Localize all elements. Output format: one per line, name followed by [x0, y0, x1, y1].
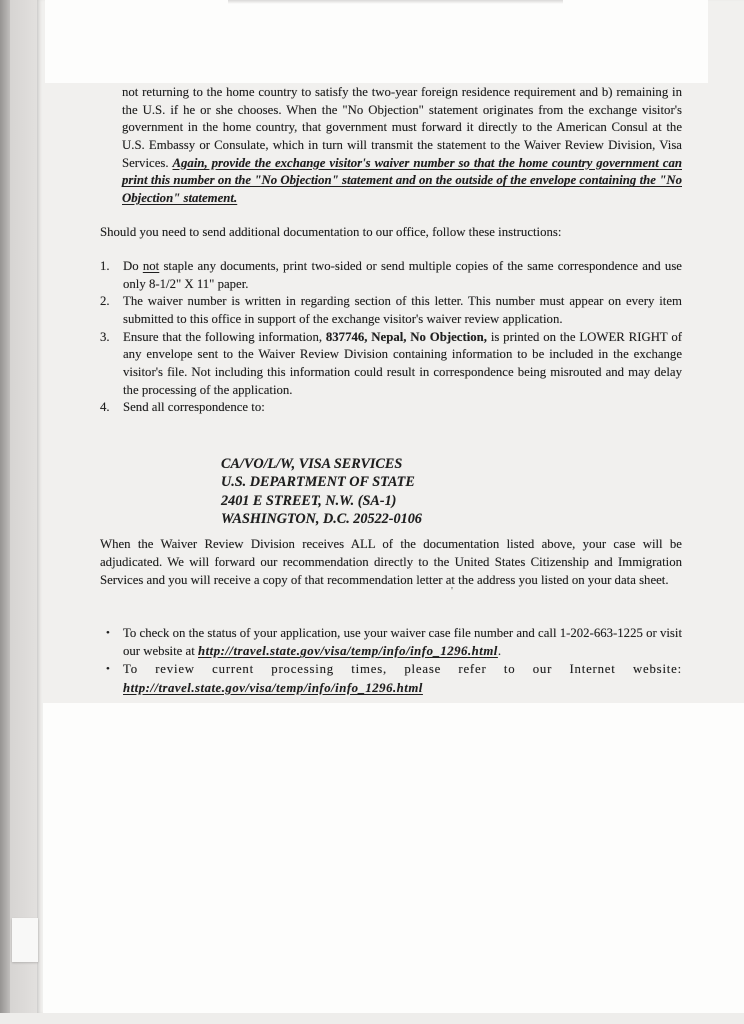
continuation-paragraph-text: not returning to the home country to satisfy the two-year foreign residence requirement and b) remaining in the U.S. if he or she chooses. When the "No Objection" statement originates from the exchange visitor's government in the home country, that government must forward it directly to the American Consul at the U.S. Embassy or Consulate, which in turn will transmit the statement to the Waiver Review Division, Visa Services. [122, 85, 682, 170]
top-cover-sheet [45, 0, 708, 83]
scan-tick-artifact: ' [451, 585, 453, 597]
address-line-department: U.S. DEPARTMENT OF STATE [221, 474, 415, 491]
underlined-word-not: not [142, 259, 160, 273]
mailing-address-block [221, 455, 422, 528]
bullet-text: . [497, 644, 502, 659]
bullet-icon: • [106, 627, 110, 639]
bullet-text: To check on the status of your application, use your waiver case file number and call 1-202-663-1225 or visit our website at [123, 626, 682, 659]
emphasized-waiver-instruction: Again, provide the exchange visitor's waiver number so that the home country government can print this number on the "No Objection" statement and on the outside of the envelope containing the "No Objection" statement. [122, 155, 682, 205]
instruction-text: Send all correspondence to: [123, 400, 265, 415]
status-bullet-list [100, 624, 682, 697]
instruction-item-1 [100, 258, 682, 293]
bullet-icon: • [106, 663, 110, 676]
scanner-edge-inner-strip [10, 0, 37, 1013]
numbered-instructions-list [100, 258, 682, 417]
instruction-text: Do [123, 259, 143, 273]
instruction-text: The waiver number is written in regarding section of this letter. This number must appear on every item submitted to this office in support of the exchange visitor's waiver review application. [123, 294, 682, 326]
scan-smudge-artifact [228, 0, 563, 4]
instruction-item-4 [100, 399, 682, 417]
instruction-text: Ensure that the following information, [123, 329, 326, 344]
item-number: 2. [100, 294, 110, 309]
bullet-item-status-check [100, 624, 682, 660]
item-number: 1. [100, 259, 110, 273]
adjudication-paragraph: When the Waiver Review Division receives ALL of the documentation listed above, your case will be adjudicated. We will forward our recommendation directly to the United States Citizenship and Immigration Services and you will receive a copy of that recommendation letter at the address you listed on your data sheet. [100, 537, 682, 587]
instruction-item-2 [100, 293, 682, 328]
instruction-item-3 [100, 329, 682, 400]
instruction-text: is printed on the LOWER RIGHT of any envelope sent to the Waiver Review Division containing information to be included in the exchange visitor's file. Not including this information could result in correspondence being misrouted and may delay the processing of the application. [123, 329, 683, 397]
item-number: 3. [100, 329, 110, 344]
instructions-intro: Should you need to send additional documentation to our office, follow these instructions: [100, 225, 562, 239]
instruction-text: staple any documents, print two-sided or send multiple copies of the same correspondence and use only 8-1/2" X 11" paper. [123, 259, 682, 291]
scanner-edge-outer-strip [0, 0, 10, 1013]
bottom-cover-sheet [43, 703, 744, 1013]
address-line-city: WASHINGTON, D.C. 20522-0106 [221, 510, 422, 527]
website-url: http://travel.state.gov/visa/temp/info/info_1296.html [123, 680, 423, 695]
case-number-bold-text: 837746, Nepal, No Objection, [325, 329, 487, 344]
continuation-paragraph [122, 84, 682, 208]
paper-notch-artifact [12, 918, 38, 962]
address-line-street: 2401 E STREET, N.W. (SA-1) [221, 492, 397, 509]
bullet-text: To review current processing times, please refer to our Internet website: [123, 662, 682, 677]
bullet-item-processing-times [100, 660, 682, 696]
website-url: http://travel.state.gov/visa/temp/info/info_1296.html [197, 644, 498, 659]
item-number: 4. [100, 400, 110, 415]
address-line-office: CA/VO/L/W, VISA SERVICES [221, 456, 403, 472]
scanner-bottom-strip [0, 1013, 744, 1024]
